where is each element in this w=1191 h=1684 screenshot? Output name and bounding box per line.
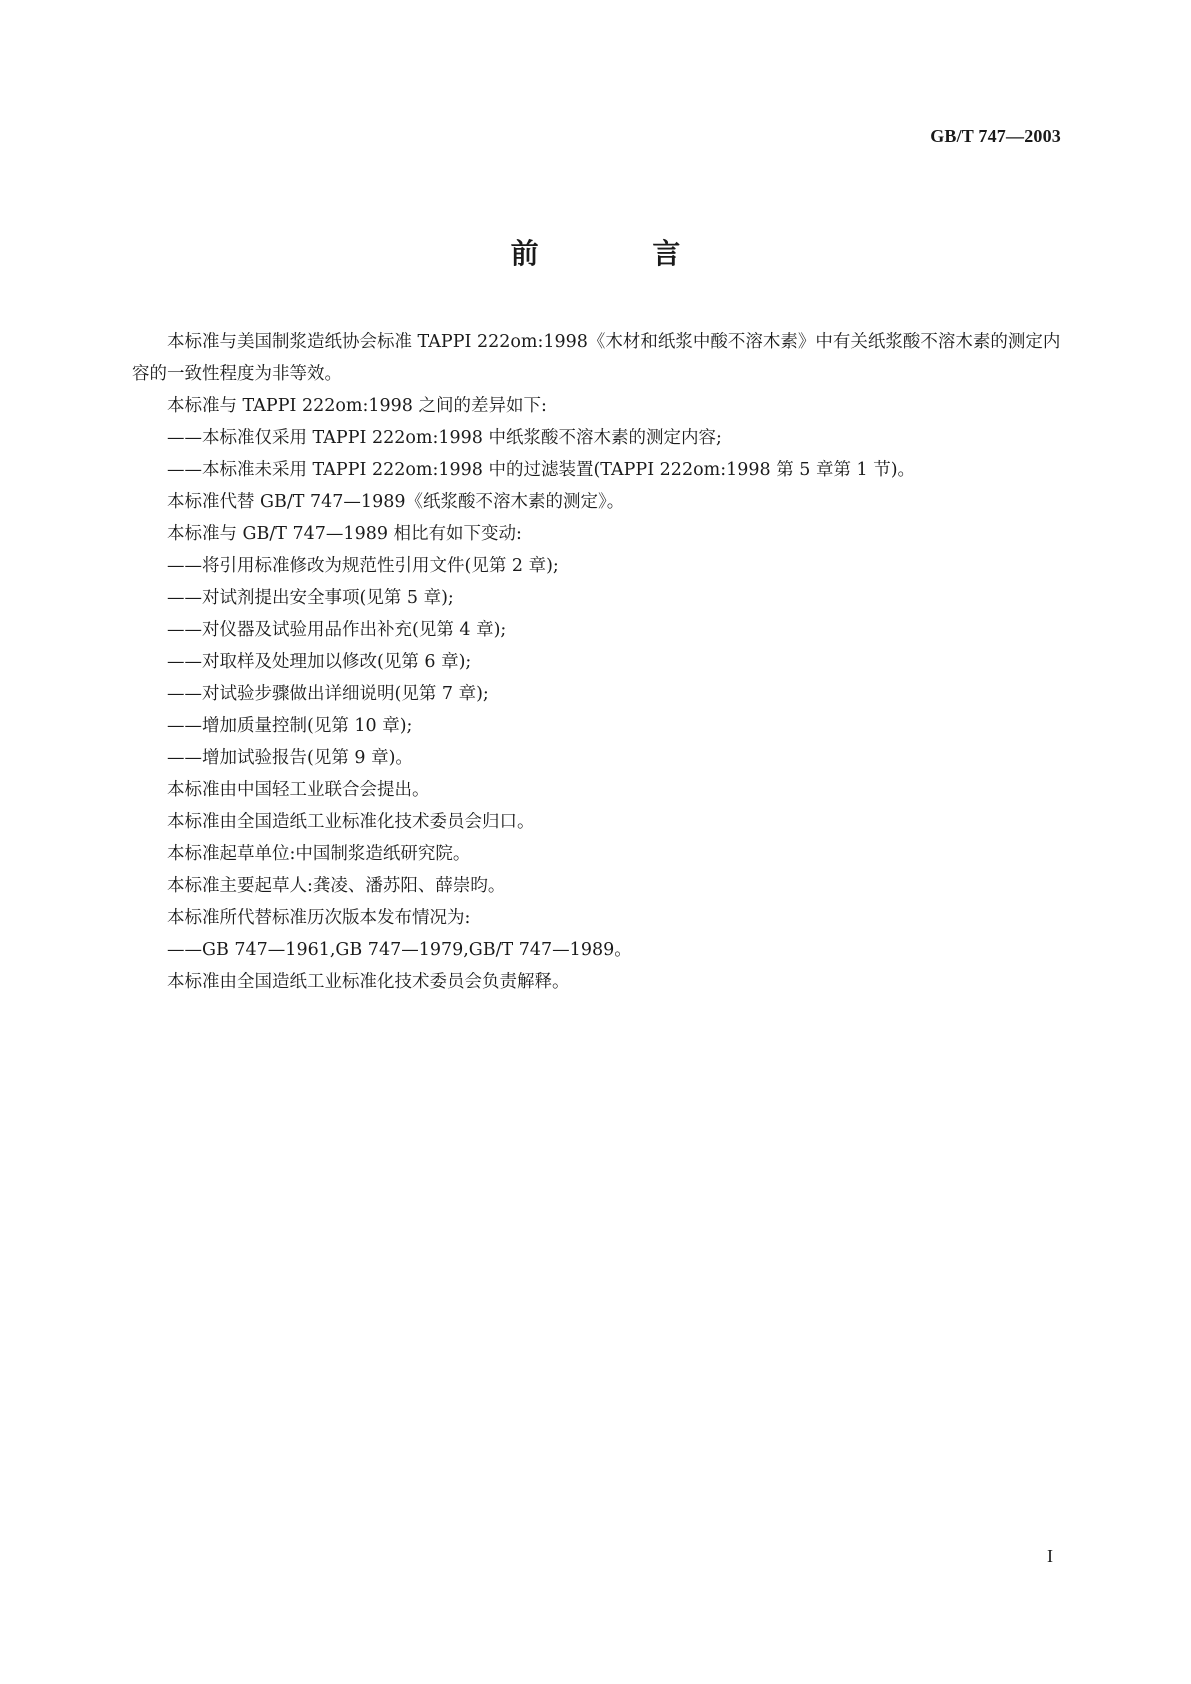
list-item: ——对试剂提出安全事项(见第 5 章); [167,588,454,608]
list-item: ——本标准仅采用 TAPPI 222om:1998 中纸浆酸不溶木素的测定内容; [167,428,722,448]
paragraph: 本标准与美国制浆造纸协会标准 TAPPI 222om:1998《木材和纸浆中酸不溶木素》中有关纸浆酸不溶木素的测定内容的一致性程度为非等效。 [132,332,1061,384]
paragraph: 本标准主要起草人:龚凌、潘苏阳、薛崇昀。 [167,876,506,896]
list-item: ——增加试验报告(见第 9 章)。 [167,748,413,768]
paragraph: 本标准由全国造纸工业标准化技术委员会负责解释。 [167,972,570,992]
page-number: I [1047,1546,1053,1566]
list-item: ——增加质量控制(见第 10 章); [167,716,413,736]
list-item: ——GB 747—1961,GB 747—1979,GB/T 747—1989。 [167,940,632,960]
paragraph: 本标准与 TAPPI 222om:1998 之间的差异如下: [167,396,547,416]
paragraph: 本标准由全国造纸工业标准化技术委员会归口。 [167,812,535,832]
list-item: ——本标准未采用 TAPPI 222om:1998 中的过滤装置(TAPPI 222om:1998 第 5 章第 1 节)。 [167,460,916,480]
paragraph: 本标准代替 GB/T 747—1989《纸浆酸不溶木素的测定》。 [167,492,625,512]
list-item: ——将引用标准修改为规范性引用文件(见第 2 章); [167,556,559,576]
paragraph: 本标准起草单位:中国制浆造纸研究院。 [167,844,471,864]
list-item: ——对仪器及试验用品作出补充(见第 4 章); [167,620,507,640]
standard-code: GB/T 747—2003 [930,126,1061,146]
foreword-body [132,326,1062,998]
list-item: ——对试验步骤做出详细说明(见第 7 章); [167,684,489,704]
list-item: ——对取样及处理加以修改(见第 6 章); [167,652,472,672]
paragraph: 本标准由中国轻工业联合会提出。 [167,780,430,800]
paragraph: 本标准与 GB/T 747—1989 相比有如下变动: [167,524,522,544]
page-title: 前 言 [510,237,733,270]
paragraph: 本标准所代替标准历次版本发布情况为: [167,908,471,928]
